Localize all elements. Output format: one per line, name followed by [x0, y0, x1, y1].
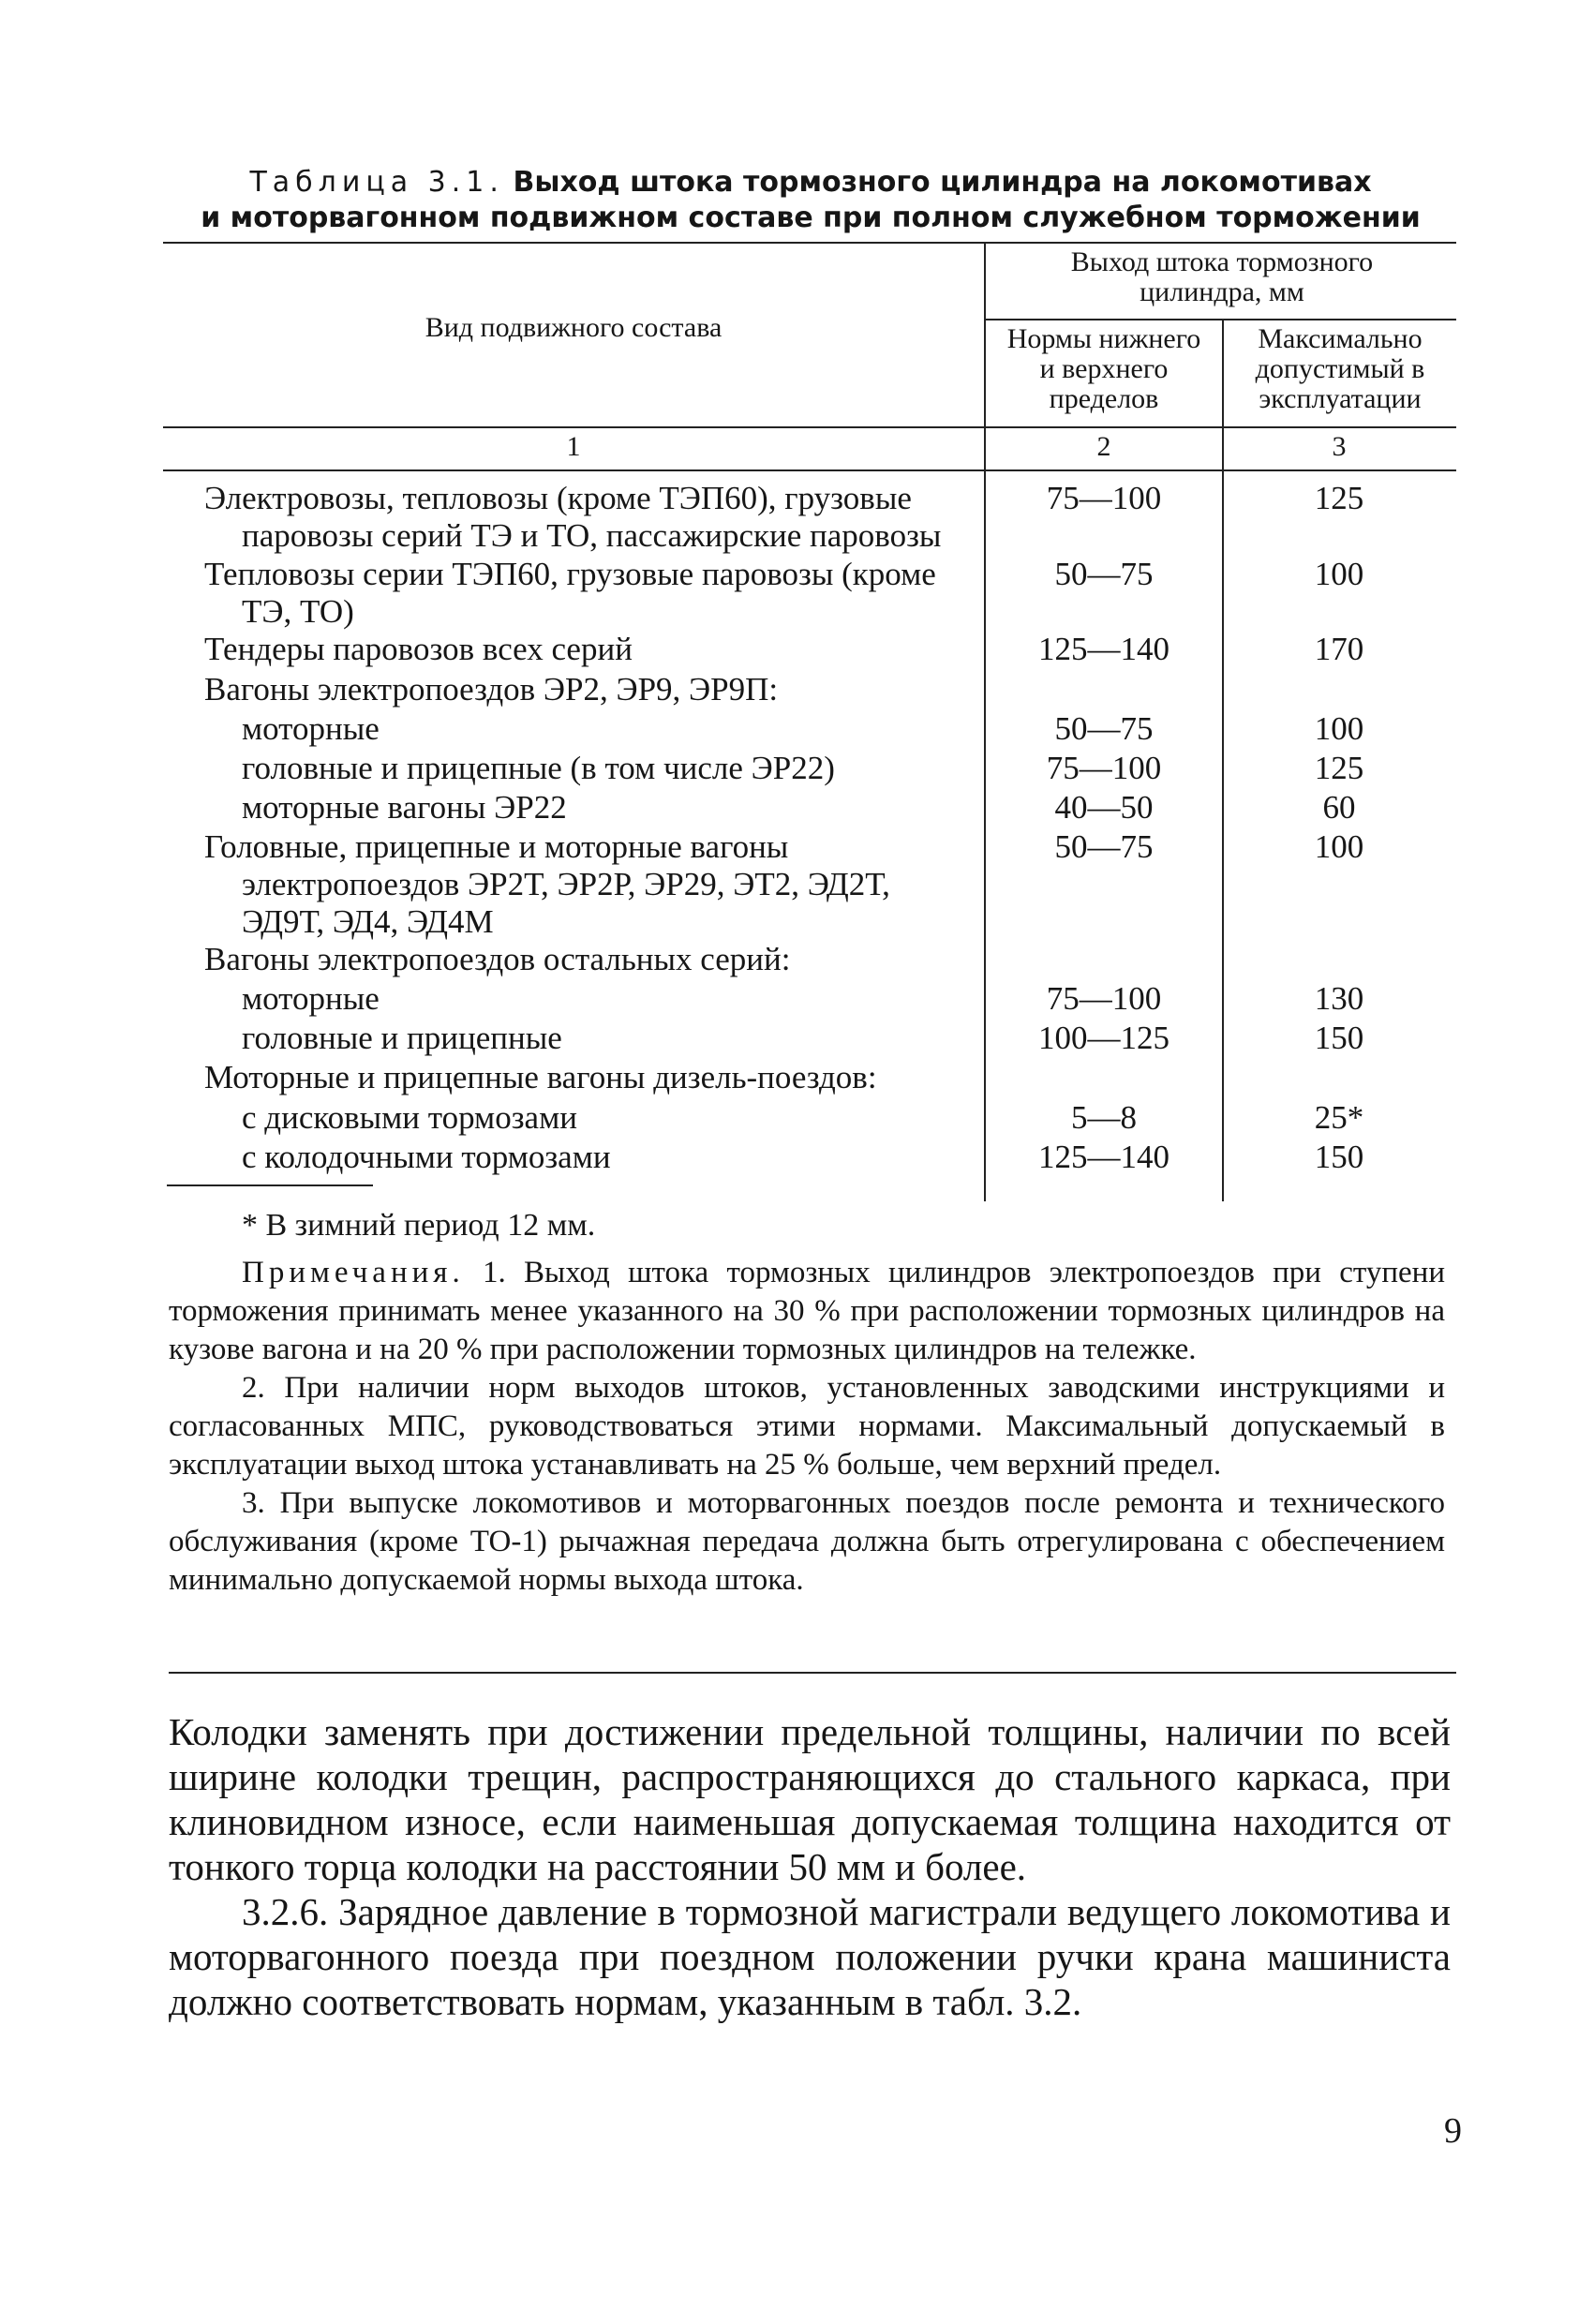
note-1-text: 1. Выход штока тормозных цилиндров электропоездов при ступени торможения принимать менее указанного на 30 % при расположении тормозных цилиндров на кузове вагона и на 20 % при расположении тормозных цилиндров на тележке. — [169, 1256, 1445, 1366]
row-max: 100 — [1314, 556, 1364, 592]
row-norm: 125—140 — [1038, 631, 1169, 667]
row-norm: 5—8 — [1071, 1099, 1137, 1136]
col-number-1: 1 — [566, 431, 581, 462]
row-norm: 40—50 — [1054, 789, 1154, 826]
header-group: Выход штока тормозного цилиндра, мм — [1070, 246, 1374, 307]
row-label: головные и прицепные — [242, 1020, 562, 1056]
row-label: Моторные и прицепные вагоны дизель-поездов: — [204, 1059, 877, 1095]
row-max: 100 — [1314, 828, 1364, 865]
row-label: моторные — [242, 980, 380, 1017]
table-footnote: * В зимний период 12 мм. — [242, 1208, 596, 1243]
table-caption — [159, 165, 1462, 236]
table-head-rule — [163, 426, 1456, 428]
header-col1: Вид подвижного состава — [425, 312, 723, 343]
row-max: 25* — [1314, 1099, 1364, 1136]
table-group-rule — [986, 319, 1456, 320]
note-2: 2. При наличии норм выходов штоков, установленных заводскими инструкциями и согласованных МПС, руководствоваться этими нормами. Максимальный допускаемый в эксплуатации выход штока устанавливать на 25 % больше, чем верхний предел. — [169, 1371, 1445, 1482]
row-max: 130 — [1314, 980, 1364, 1017]
note-3: 3. При выпуске локомотивов и моторвагонных поездов после ремонта и технического обслуживания (кроме ТО-1) рычажная передача должна быть отрегулирована с обеспечением минимально допускаемой нормы выхода штока. — [169, 1486, 1445, 1597]
row-label: Вагоны электропоездов остальных серий: — [204, 941, 791, 977]
row-norm: 50—75 — [1054, 710, 1154, 747]
header-col3: Максимально допустимый в эксплуатации — [1255, 323, 1425, 414]
row-label: Тепловозы серии ТЭП60, грузовые паровозы (кроме ТЭ, ТО) — [204, 556, 936, 630]
header-col2: Нормы нижнего и верхнего пределов — [1006, 323, 1201, 414]
note-1 — [169, 1254, 1445, 1369]
row-max: 150 — [1314, 1139, 1364, 1175]
row-norm: 50—75 — [1054, 556, 1154, 592]
table-notes — [169, 1254, 1445, 1600]
row-norm: 75—100 — [1046, 980, 1162, 1017]
row-max: 125 — [1314, 750, 1364, 786]
row-label: Вагоны электропоездов ЭР2, ЭР9, ЭР9П: — [204, 671, 779, 708]
row-norm: 75—100 — [1046, 480, 1162, 516]
row-max: 60 — [1322, 789, 1356, 826]
row-label: Тендеры паровозов всех серий — [204, 631, 633, 667]
table-top-rule — [163, 242, 1456, 244]
body-paragraph-2: 3.2.6. Зарядное давление в тормозной магистрали ведущего локомотива и моторвагонного поезда при поездном положении ручки крана машиниста должно соответствовать нормам, указанным в табл. 3.2. — [169, 1890, 1451, 2023]
notes-label: Примечания. — [242, 1256, 465, 1289]
table-caption-line1: Выход штока тормозного цилиндра на локомотивах — [513, 166, 1372, 199]
table-caption-label: Таблица 3.1. — [249, 166, 504, 199]
page-number: 9 — [1444, 2111, 1462, 2151]
row-label: с колодочными тормозами — [242, 1139, 611, 1175]
col-number-2: 2 — [1096, 431, 1111, 462]
row-label: Электровозы, тепловозы (кроме ТЭП60), грузовые паровозы серий ТЭ и ТО, пассажирские паровозы — [204, 480, 942, 554]
row-max: 170 — [1314, 631, 1364, 667]
row-norm: 50—75 — [1054, 828, 1154, 865]
row-label: моторные вагоны ЭР22 — [242, 789, 567, 826]
table-numbers-rule — [163, 469, 1456, 471]
row-norm: 100—125 — [1038, 1020, 1169, 1056]
row-max: 150 — [1314, 1020, 1364, 1056]
row-label: головные и прицепные (в том числе ЭР22) — [242, 750, 835, 786]
row-max: 125 — [1314, 480, 1364, 516]
row-norm: 75—100 — [1046, 750, 1162, 786]
row-label: Головные, прицепные и моторные вагоны электропоездов ЭР2Т, ЭР2Р, ЭР29, ЭТ2, ЭД2Т, ЭД9Т, ЭД4, ЭД4М — [204, 828, 890, 940]
footnote-rule — [167, 1184, 373, 1186]
row-label: с дисковыми тормозами — [242, 1099, 577, 1136]
table-caption-line2: и моторвагонном подвижном составе при полном служебном торможении — [201, 201, 1421, 234]
notes-bottom-rule — [169, 1672, 1456, 1674]
row-label: моторные — [242, 710, 380, 747]
row-max: 100 — [1314, 710, 1364, 747]
body-paragraph-1: Колодки заменять при достижении предельной толщины, наличии по всей ширине колодки трещин, распространяющихся до стального каркаса, при клиновидном износе, если наименьшая допускаемая толщина находится от тонкого торца колодки на расстоянии 50 мм и более. — [169, 1710, 1451, 1888]
row-norm: 125—140 — [1038, 1139, 1169, 1175]
col-number-3: 3 — [1332, 431, 1347, 462]
body-text — [169, 1709, 1451, 2024]
